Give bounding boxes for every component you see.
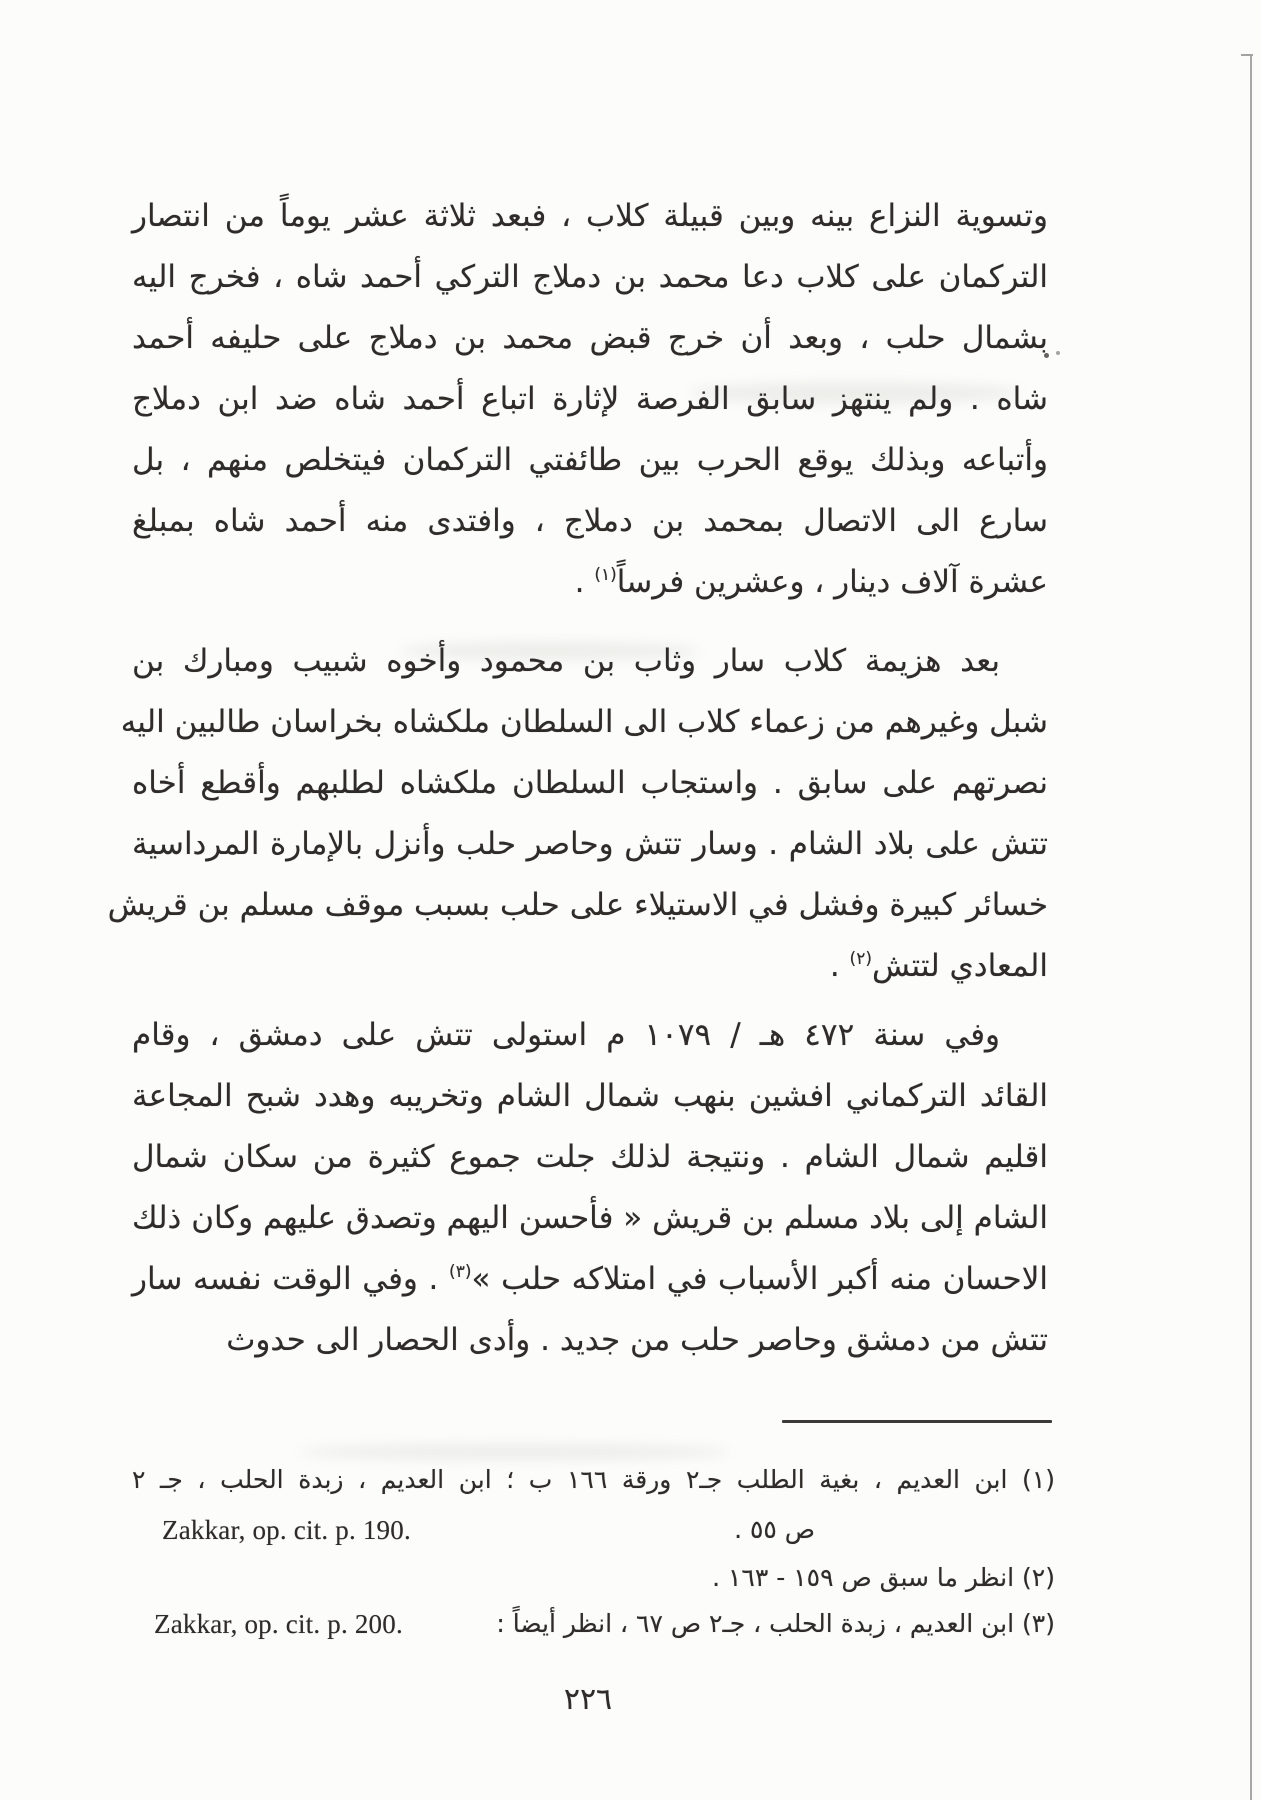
body-line: عشرة آلاف دينار ، وعشرين فرساً$^{(١)}$ . xyxy=(574,564,1048,600)
body-line: وأتباعه وبذلك يوقع الحرب بين طائفتي التركمان فيتخلص منهم ، بل xyxy=(132,442,1048,478)
paragraph-2 xyxy=(107,631,1048,997)
page-number: ٢٢٦ xyxy=(563,1682,613,1717)
footnote-1-page-ref: ص ٥٥ . xyxy=(734,1515,815,1544)
body-line: تتش على بلاد الشام . وسار تتش وحاصر حلب وأنزل بالإمارة المرداسية xyxy=(132,826,1048,862)
body-line: شاه . ولم ينتهز سابق الفرصة لإثارة اتباع أحمد شاه ضد ابن دملاج xyxy=(132,381,1048,417)
scan-page-edge-line xyxy=(1250,55,1252,1800)
footnote-1-line-2 xyxy=(132,1508,1055,1552)
body-line: بشمال حلب ، وبعد أن خرج قبض محمد بن دملاج على حليفه أحمد xyxy=(132,320,1048,356)
body-line: الاحسان منه أكبر الأسباب في امتلاكه حلب »$^{(٣)}$ . وفي الوقت نفسه سار xyxy=(132,1261,1048,1297)
body-line: وفي سنة ٤٧٢ هـ / ١٠٧٩ م استولى تتش على دمشق ، وقام xyxy=(132,1017,1000,1053)
body-text-block xyxy=(107,186,1048,1371)
paragraph-3 xyxy=(132,1005,1048,1371)
body-line: المعادي لتتش$^{(٢)}$ . xyxy=(829,948,1048,984)
body-line: نصرتهم على سابق . واستجاب السلطان ملكشاه لطلبهم وأقطع أخاه xyxy=(132,765,1048,801)
body-line: وتسوية النزاع بينه وبين قبيلة كلاب ، فبعد ثلاثة عشر يوماً من انتصار xyxy=(132,198,1048,234)
body-line: الشام إلى بلاد مسلم بن قريش « فأحسن اليهم وتصدق عليهم وكان ذلك xyxy=(131,1200,1048,1236)
body-line: تتش من دمشق وحاصر حلب من جديد . وأدى الحصار الى حدوث xyxy=(226,1322,1048,1358)
body-line: القائد التركماني افشين بنهب شمال الشام وتخريبه وهدد شبح المجاعة xyxy=(132,1078,1048,1114)
body-line: بعد هزيمة كلاب سار وثاب بن محمود وأخوه شبيب ومبارك بن xyxy=(132,643,1000,679)
stray-ink-dot xyxy=(1056,351,1060,355)
footnote-1-line-1: (١) ابن العديم ، بغية الطلب جـ٢ ورقة ١٦٦ ب ؛ ابن العديم ، زبدة الحلب ، جـ ٢ xyxy=(132,1465,1056,1494)
body-line: التركمان على كلاب دعا محمد بن دملاج التركي أحمد شاه ، فخرج اليه xyxy=(132,259,1048,295)
paragraph-1 xyxy=(132,186,1048,613)
body-line: شبل وغيرهم من زعماء كلاب الى السلطان ملكشاه بخراسان طالبين اليه xyxy=(120,704,1048,740)
footnote-3 xyxy=(132,1602,1055,1646)
footnote-separator-line xyxy=(782,1420,1052,1423)
body-line: خسائر كبيرة وفشل في الاستيلاء على حلب بسبب موقف مسلم بن قريش xyxy=(107,887,1048,923)
body-line: اقليم شمال الشام . ونتيجة لذلك جلت جموع كثيرة من سكان شمال xyxy=(132,1139,1048,1175)
footnote-2: (٢) انظر ما سبق ص ١٥٩ - ١٦٣ . xyxy=(712,1563,1055,1592)
scan-page-edge-tick xyxy=(1241,54,1253,56)
footnote-3-latin-citation: Zakkar, op. cit. p. 200. xyxy=(154,1609,403,1639)
body-line: سارع الى الاتصال بمحمد بن دملاج ، وافتدى منه أحمد شاه بمبلغ xyxy=(132,503,1048,539)
footnote-1-latin-citation: Zakkar, op. cit. p. 190. xyxy=(162,1515,411,1545)
footnote-3-arabic-text: (٣) ابن العديم ، زبدة الحلب ، جـ٢ ص ٦٧ ، انظر أيضاً : xyxy=(496,1609,1055,1638)
